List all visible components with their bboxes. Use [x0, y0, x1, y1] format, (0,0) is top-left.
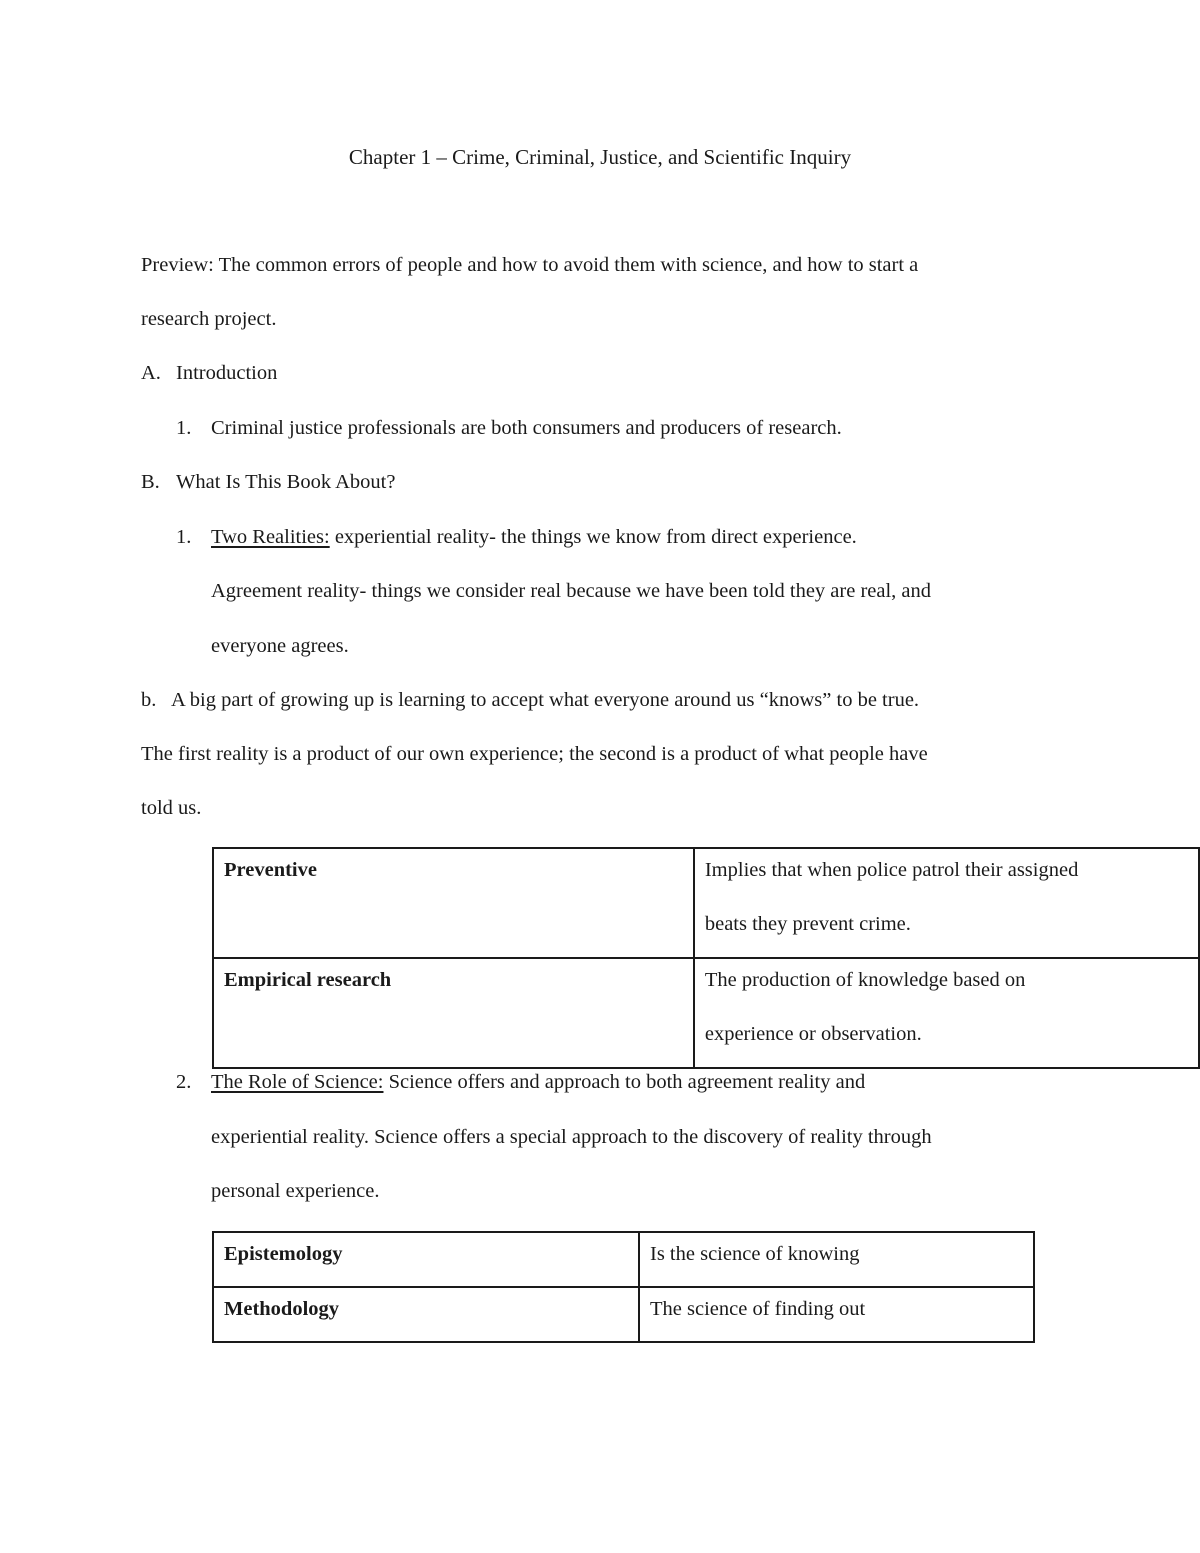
page-title: Chapter 1 – Crime, Criminal, Justice, and Scientific Inquiry	[348, 145, 852, 169]
two-realities-text: experiential reality- the things we know from direct experience.	[329, 526, 857, 548]
item-2-line-3: personal experience.	[211, 1180, 380, 1202]
role-of-science-text: Science offers and approach to both agreement reality and	[383, 1071, 866, 1093]
definition-line-1: Implies that when police patrol their assigned	[704, 859, 1079, 881]
table-definition-cell	[694, 848, 1199, 958]
table-row	[213, 848, 1199, 958]
item-2-line-2: experiential reality. Science offers a special approach to the discovery of reality through	[211, 1126, 932, 1148]
definitions-table-1	[212, 847, 1200, 1069]
definition-line-2: beats they prevent crime.	[704, 913, 911, 935]
table-definition-cell	[639, 1232, 1034, 1287]
paragraph-line-2: told us.	[141, 797, 202, 819]
table-term-cell	[213, 848, 694, 958]
table-row	[213, 1232, 1034, 1287]
section-a-heading: Introduction	[176, 362, 278, 384]
definition-empirical-research	[705, 953, 1188, 1061]
section-b-marker: B.	[141, 471, 160, 493]
section-b-item-1-line-3: everyone agrees.	[211, 635, 349, 657]
role-of-science-term: The Role of Science:	[211, 1071, 384, 1093]
section-b-item-1-marker: 1.	[176, 526, 192, 548]
sub-b-text: A big part of growing up is learning to accept what everyone around us “knows” to be true.	[171, 689, 920, 711]
paragraph-line-1: The first reality is a product of our own experience; the second is a product of what people have	[141, 743, 928, 765]
definition-methodology: The science of finding out	[650, 1298, 866, 1320]
preview-line-1: Preview: The common errors of people and how to avoid them with science, and how to start a	[141, 254, 919, 276]
definitions-table-2	[212, 1231, 1035, 1343]
term-empirical-research: Empirical research	[224, 969, 392, 991]
definition-line-1: The production of knowledge based on	[704, 969, 1026, 991]
section-a-item-1-text: Criminal justice professionals are both consumers and producers of research.	[211, 417, 842, 439]
table-definition-cell	[639, 1287, 1034, 1342]
preview-line-2: research project.	[141, 308, 277, 330]
term-epistemology: Epistemology	[224, 1243, 343, 1265]
table-definition-cell	[694, 958, 1199, 1068]
section-b-item-1-line-2: Agreement reality- things we consider real because we have been told they are real, and	[211, 580, 932, 602]
sub-b-marker: b.	[141, 689, 157, 711]
section-b-heading: What Is This Book About?	[176, 471, 396, 493]
item-2-line-1	[211, 1072, 865, 1093]
term-methodology: Methodology	[224, 1298, 340, 1320]
table-row	[213, 1287, 1034, 1342]
table-term-cell	[213, 958, 694, 1068]
two-realities-term: Two Realities:	[211, 526, 330, 548]
definition-line-2: experience or observation.	[704, 1023, 922, 1045]
section-a-item-1-marker: 1.	[176, 417, 192, 439]
item-2-marker: 2.	[176, 1071, 192, 1093]
table-term-cell	[213, 1287, 639, 1342]
table-row	[213, 958, 1199, 1068]
section-b-item-1-line-1	[211, 527, 857, 548]
definition-preventive	[705, 843, 1188, 951]
section-a-marker: A.	[141, 362, 161, 384]
term-preventive: Preventive	[224, 859, 317, 881]
table-term-cell	[213, 1232, 639, 1287]
definition-epistemology: Is the science of knowing	[650, 1243, 860, 1265]
